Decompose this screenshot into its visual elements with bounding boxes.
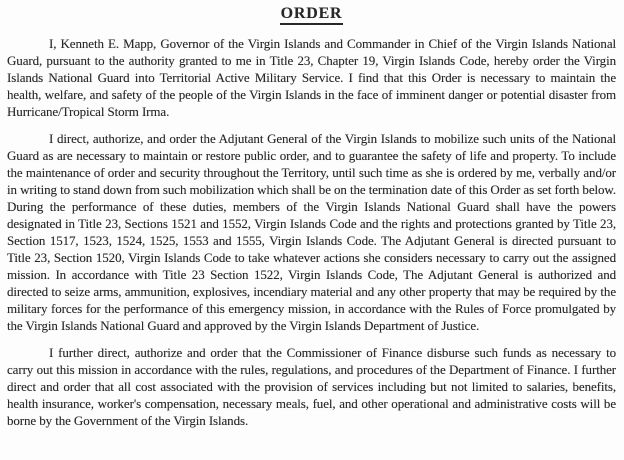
order-paragraph-authority: I, Kenneth E. Mapp, Governor of the Virgin Islands and Commander in Chief of the Virgin Islands National Guard, pursuant to the authority granted to me in Title 23, Chapter 19, Virgin Islands Code, hereby order the Virgin Islands National Guard into Territorial Active Military Service. I find that this Order is necessary to maintain the health, welfare, and safety of the people of the Virgin Islands in the face of imminent danger or potential disaster from Hurricane/Tropical Storm Irma.	[7, 36, 616, 119]
order-paragraph-finance: I further direct, authorize and order that the Commissioner of Finance disburse such funds as necessary to carry out this mission in accordance with the rules, regulations, and procedures of the Department of Finance. I further direct and order that all cost associated with the provision of services including but not limited to salaries, benefits, health insurance, worker's compensation, necessary meals, fuel, and other operational and administrative costs will be borne by the Government of the Virgin Islands.	[7, 345, 616, 428]
order-paragraph-mobilization: I direct, authorize, and order the Adjutant General of the Virgin Islands to mobilize such units of the National Guard as are necessary to maintain or restore public order, and to guarantee the safety of life and property. To include the maintenance of order and security throughout the Territory, until such time as she is ordered by me, verbally and/or in writing to stand down from such mobilization which shall be on the termination date of this Order as set forth below. During the performance of these duties, members of the Virgin Islands National Guard shall have the powers designated in Title 23, Sections 1521 and 1552, Virgin Islands Code and the rights and protections granted by Title 23, Section 1517, 1523, 1524, 1525, 1553 and 1555, Virgin Islands Code. The Adjutant General is directed pursuant to Title 23, Section 1520, Virgin Islands Code to take whatever actions she considers necessary to carry out the assigned mission. In accordance with Title 23 Section 1522, Virgin Islands Code, The Adjutant General is authorized and directed to seize arms, ammunition, explosives, incendiary material and any other property that may be required by the military forces for the performance of this emergency mission, in accordance with the Rules of Force promulgated by the Virgin Islands National Guard and approved by the Virgin Islands Department of Justice.	[7, 131, 616, 333]
document-title	[7, 5, 616, 23]
document-title-text: ORDER	[280, 5, 344, 25]
